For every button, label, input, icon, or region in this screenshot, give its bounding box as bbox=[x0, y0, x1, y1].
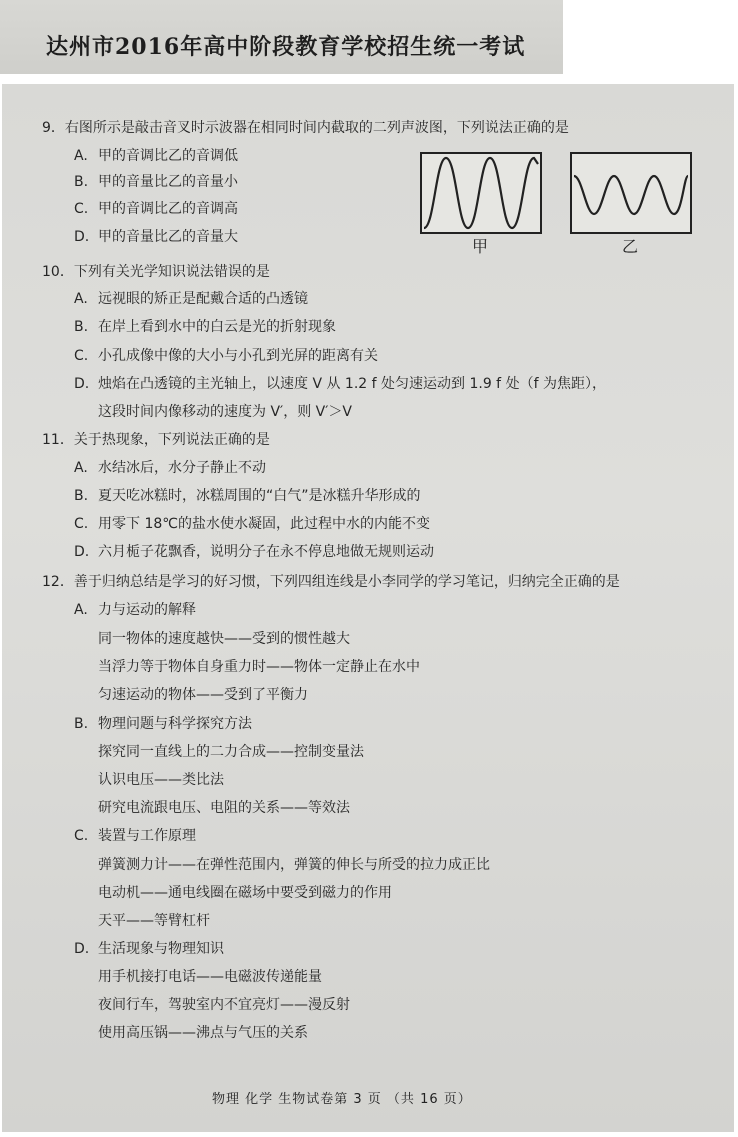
q12-group-a-item: 匀速运动的物体——受到了平衡力 bbox=[98, 687, 308, 703]
q12-group-b-item: 研究电流跟电压、电阻的关系——等效法 bbox=[98, 800, 350, 816]
q10-option-b bbox=[74, 317, 336, 337]
waveform-yi bbox=[570, 152, 692, 234]
q12-group-b-title bbox=[74, 714, 252, 734]
option-text: 甲的音调比乙的音调低 bbox=[98, 148, 238, 164]
option-letter: C. bbox=[74, 348, 89, 364]
q10-option-a bbox=[74, 289, 308, 309]
q12-group-c-item: 弹簧测力计——在弹性范围内，弹簧的伸长与所受的拉力成正比 bbox=[98, 857, 490, 873]
q12-group-c-item: 天平——等臂杠杆 bbox=[98, 913, 210, 929]
option-letter: D. bbox=[74, 376, 90, 392]
option-text: 甲的音调比乙的音调高 bbox=[98, 201, 238, 217]
option-letter: B. bbox=[74, 488, 89, 504]
q12-group-d-title bbox=[74, 939, 224, 959]
option-text: 小孔成像中像的大小与小孔到光屏的距离有关 bbox=[98, 348, 378, 364]
option-letter: A. bbox=[74, 148, 88, 164]
option-letter: C. bbox=[74, 828, 89, 844]
q11-option-c bbox=[74, 514, 430, 534]
option-letter: A. bbox=[74, 602, 88, 618]
q10-option-d bbox=[74, 374, 606, 394]
q12-group-b-item: 认识电压——类比法 bbox=[98, 772, 224, 788]
q11-option-b bbox=[74, 486, 421, 506]
option-text: 在岸上看到水中的白云是光的折射现象 bbox=[98, 319, 336, 335]
option-letter: C. bbox=[74, 201, 89, 217]
q12-stem: 12．善于归纳总结是学习的好习惯，下列四组连线是小李同学的学习笔记，归纳完全正确的是 bbox=[42, 574, 620, 590]
group-title: 装置与工作原理 bbox=[98, 828, 196, 844]
option-text: 甲的音量比乙的音量大 bbox=[98, 229, 238, 245]
q10-stem: 10．下列有关光学知识说法错误的是 bbox=[42, 264, 270, 280]
option-letter: B. bbox=[74, 319, 89, 335]
option-text: 烛焰在凸透镜的主光轴上，以速度 V 从 1.2 f 处匀速运动到 1.9 f 处（f 为焦距）， bbox=[98, 376, 606, 392]
group-title: 生活现象与物理知识 bbox=[98, 941, 224, 957]
exam-title: 达州市2016年高中阶段教育学校招生统一考试 bbox=[46, 34, 526, 60]
q11-option-d bbox=[74, 542, 434, 562]
waveform-jia-label: 甲 bbox=[472, 237, 489, 256]
option-text: 夏天吃冰糕时，冰糕周围的“白气”是冰糕升华形成的 bbox=[98, 488, 421, 504]
option-letter: D. bbox=[74, 544, 90, 560]
q9-option-a bbox=[74, 146, 238, 166]
option-text: 六月栀子花飘香，说明分子在永不停息地做无规则运动 bbox=[98, 544, 434, 560]
q11-stem: 11．关于热现象，下列说法正确的是 bbox=[42, 432, 270, 448]
option-letter: A. bbox=[74, 291, 88, 307]
q11-option-a bbox=[74, 458, 266, 478]
q12-group-a-item: 同一物体的速度越快——受到的惯性越大 bbox=[98, 631, 350, 647]
q12-group-b-item: 探究同一直线上的二力合成——控制变量法 bbox=[98, 744, 364, 760]
option-text: 远视眼的矫正是配戴合适的凸透镜 bbox=[98, 291, 308, 307]
waveform-jia bbox=[420, 152, 542, 234]
option-letter: D. bbox=[74, 229, 90, 245]
option-text: 甲的音量比乙的音量小 bbox=[98, 174, 238, 190]
option-text: 水结冰后，水分子静止不动 bbox=[98, 460, 266, 476]
q12-group-d-item: 用手机接打电话——电磁波传递能量 bbox=[98, 969, 322, 985]
q10-option-c bbox=[74, 346, 378, 366]
q9-option-c bbox=[74, 199, 238, 219]
q12-group-a-item: 当浮力等于物体自身重力时——物体一定静止在水中 bbox=[98, 659, 420, 675]
option-letter: B. bbox=[74, 716, 89, 732]
q9-option-d bbox=[74, 227, 238, 247]
option-letter: C. bbox=[74, 516, 89, 532]
option-text: 用零下 18℃的盐水使水凝固，此过程中水的内能不变 bbox=[98, 516, 430, 532]
exam-title-banner bbox=[0, 0, 563, 74]
q12-group-a-title bbox=[74, 600, 196, 620]
option-letter: D. bbox=[74, 941, 90, 957]
page-footer: 物理 化学 生物试卷第 3 页 （共 16 页） bbox=[212, 1092, 472, 1107]
exam-page bbox=[2, 84, 734, 1132]
q9-option-b bbox=[74, 172, 238, 192]
q9-stem: 9．右图所示是敲击音叉时示波器在相同时间内截取的二列声波图，下列说法正确的是 bbox=[42, 120, 569, 136]
waveform-yi-label: 乙 bbox=[622, 237, 639, 256]
q12-group-d-item: 夜间行车，驾驶室内不宜亮灯——漫反射 bbox=[98, 997, 350, 1013]
group-title: 力与运动的解释 bbox=[98, 602, 196, 618]
q12-group-d-item: 使用高压锅——沸点与气压的关系 bbox=[98, 1025, 308, 1041]
q12-group-c-item: 电动机——通电线圈在磁场中要受到磁力的作用 bbox=[98, 885, 392, 901]
option-letter: B. bbox=[74, 174, 89, 190]
q12-group-c-title bbox=[74, 826, 196, 846]
option-letter: A. bbox=[74, 460, 88, 476]
q10-option-d-continued: 这段时间内像移动的速度为 V′，则 V′＞V bbox=[98, 404, 352, 420]
group-title: 物理问题与科学探究方法 bbox=[98, 716, 252, 732]
